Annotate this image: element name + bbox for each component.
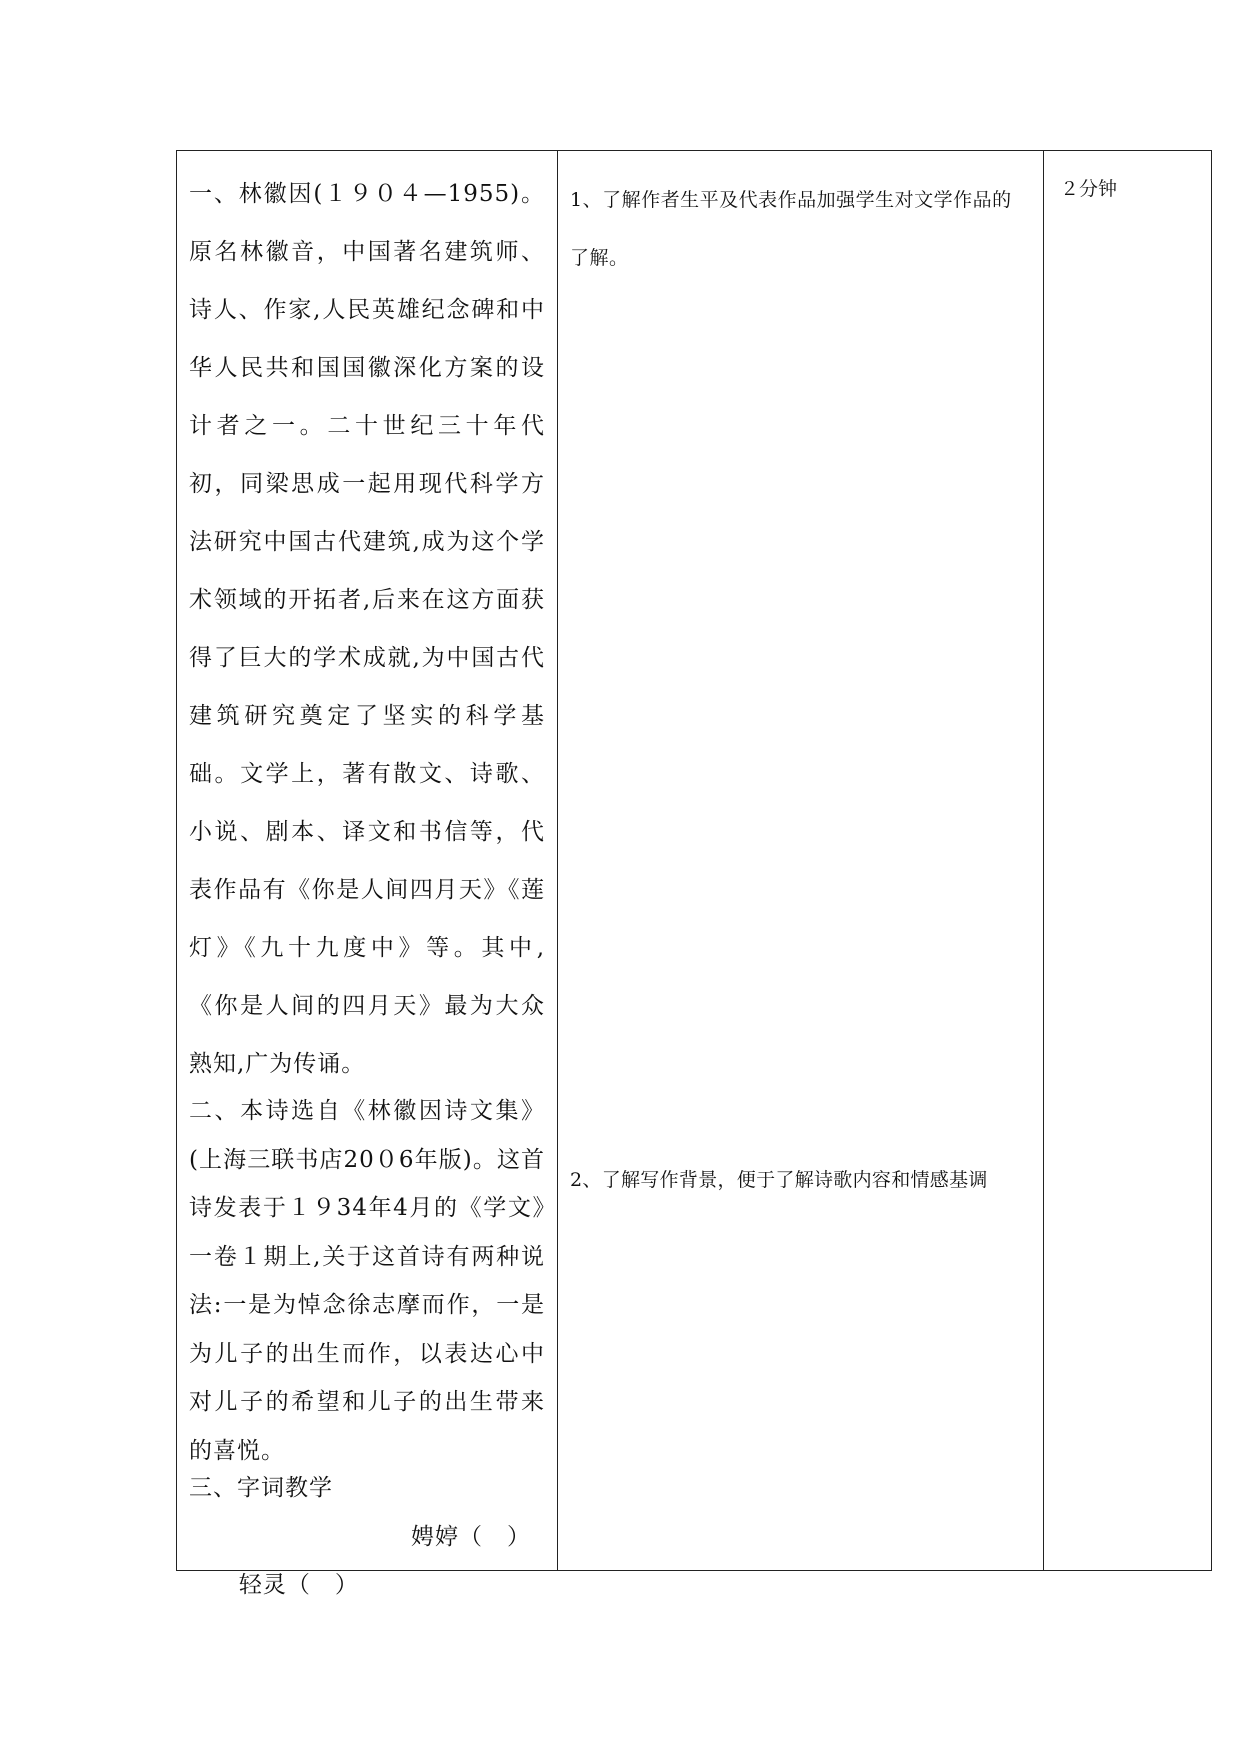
background-section bbox=[189, 1087, 545, 1475]
time-allocation-text: ２分钟 bbox=[1060, 178, 1118, 200]
poem-background-text: 二、本诗选自《林徽因诗文集》(上海三联书店20０6年版)。这首诗发表于１９34年4月的《学文》一卷１期上,关于这首诗有两种说法:一是为悼念徐志摩而作，一是为儿子的出生而作，以表达心中对儿子的希望和儿子的出生带来的喜悦。 bbox=[189, 1098, 545, 1464]
vocabulary-row bbox=[189, 1513, 531, 1705]
lesson-plan-table bbox=[176, 150, 1212, 1598]
time-cell bbox=[1043, 151, 1211, 1570]
author-introduction-text: 一、林徽因(１９０４—1955)。原名林徽音，中国著名建筑师、诗人、作家,人民英雄纪念碑和中华人民共和国国徽深化方案的设计者之一。二十世纪三十年代初，同梁思成一起用现代科学方法研究中国古代建筑,成为这个学术领域的开拓者,后来在这方面获得了巨大的学术成就,为中国古代建筑研究奠定了坚实的科学基础。文学上，著有散文、诗歌、小说、剧本、译文和书信等，代表作品有《你是人间四月天》《莲灯》《九十九度中》等。其中,《你是人间的四月天》最为大众熟知,广为传诵。 bbox=[189, 181, 545, 1077]
goal-2-text: 2、了解写作背景，便于了解诗歌内容和情感基调 bbox=[570, 1169, 988, 1191]
teaching-goals-cell bbox=[557, 151, 1043, 1570]
goal-1-text: 1、了解作者生平及代表作品加强学生对文学作品的了解。 bbox=[570, 189, 1012, 269]
teaching-content-cell bbox=[177, 151, 557, 1598]
vocab-item-pingting: 娉婷（ ） bbox=[411, 1524, 531, 1550]
vocabulary-heading: 三、字词教学 bbox=[189, 1475, 333, 1501]
vocab-item-qingling: 轻灵（ ） bbox=[238, 1572, 359, 1598]
